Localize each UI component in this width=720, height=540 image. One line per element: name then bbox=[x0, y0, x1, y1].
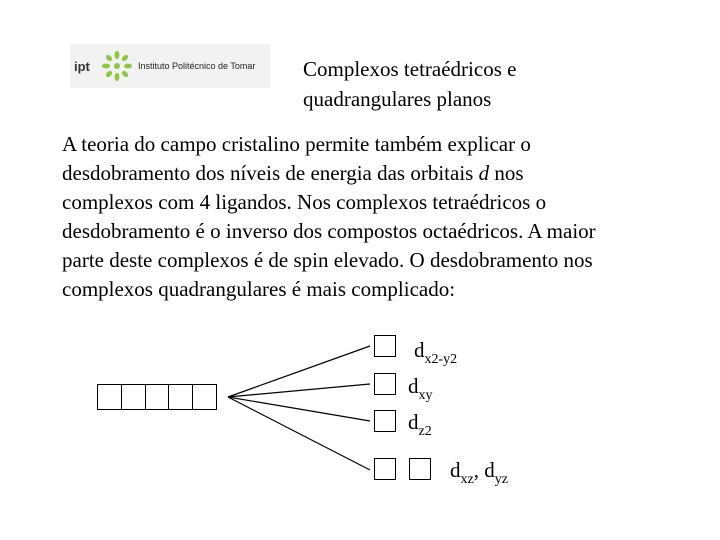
body-line-2-start: desdobramento dos níveis de energia das orbitais bbox=[62, 161, 479, 185]
split-line-dxy bbox=[228, 384, 370, 397]
degenerate-d-orbital-boxes bbox=[97, 384, 217, 410]
orbital-box bbox=[169, 385, 193, 409]
logo-institution-name: Instituto Politécnico de Tomar bbox=[138, 61, 256, 71]
orbital-box-dyz bbox=[409, 458, 431, 480]
label-dxy: $d_{xy}$ bbox=[408, 374, 433, 403]
orbital-box-dxz bbox=[374, 458, 396, 480]
orbital-d-italic: d bbox=[478, 161, 490, 185]
body-line-4: desdobramento é o inverso dos compostos octaédricos. A maior bbox=[62, 219, 596, 243]
logo-abbreviation: ipt bbox=[74, 58, 90, 74]
orbital-box bbox=[98, 385, 122, 409]
body-line-1: A teoria do campo cristalino permite também explicar o bbox=[62, 132, 531, 156]
orbital-box bbox=[122, 385, 146, 409]
orbital-box-dx2y2 bbox=[374, 335, 396, 357]
split-line-dx2y2 bbox=[228, 346, 370, 397]
orbital-box-dz2 bbox=[374, 410, 396, 432]
body-line-6: complexos quadrangulares é mais complicado: bbox=[62, 277, 456, 301]
body-line-2-end: nos bbox=[489, 161, 524, 185]
orbital-box bbox=[193, 385, 216, 409]
split-line-dz2 bbox=[228, 397, 370, 421]
title-line-2: quadrangulares planos bbox=[303, 87, 492, 111]
orbital-box-dxy bbox=[374, 373, 396, 395]
body-line-5: parte deste complexos é de spin elevado. O desdobramento nos bbox=[62, 248, 593, 272]
title-line-1: Complexos tetraédricos e bbox=[303, 57, 517, 81]
split-line-dxz-dyz bbox=[228, 397, 370, 470]
label-dxz-dyz: $d_{xz}$, $d_{yz}$ bbox=[450, 458, 508, 487]
label-dx2y2: $d_{x2-y2}$ bbox=[414, 338, 458, 367]
label-dz2: $d_{z2}$ bbox=[408, 410, 432, 439]
orbital-box bbox=[146, 385, 170, 409]
body-line-3: complexos com 4 ligandos. Nos complexos tetraédricos o bbox=[62, 190, 547, 214]
